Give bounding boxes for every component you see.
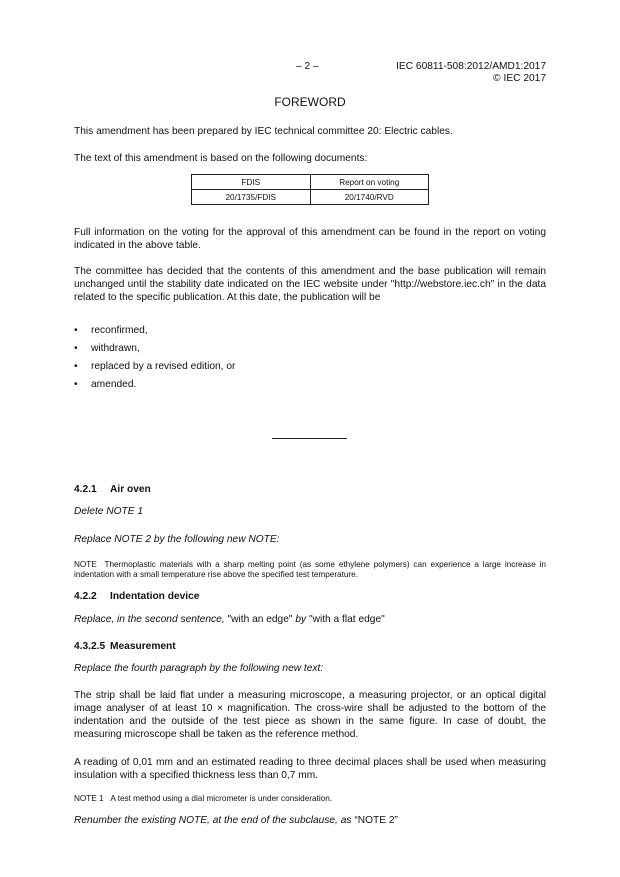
- note-text: A test method using a dial micrometer is under consideration.: [110, 794, 333, 803]
- old-text: "with an edge": [227, 614, 293, 625]
- section-title: Indentation device: [110, 591, 200, 602]
- section-heading-4-3-2-5: [74, 640, 546, 653]
- foreword-paragraph-4: The committee has decided that the contents of this amendment and the base publication will remain unchanged until the stability date indicated on the IEC website under "http://webstore.iec.ch" in the data related to the specific publication. At this date, the publication will be: [74, 266, 546, 303]
- voting-table: [191, 174, 429, 205]
- section-title: Measurement: [110, 641, 176, 652]
- list-item-text: replaced by a revised edition, or: [91, 361, 236, 372]
- section-number: 4.2.2: [74, 591, 97, 602]
- section-number: 4.2.1: [74, 484, 97, 495]
- list-item-text: reconfirmed,: [91, 325, 148, 336]
- document-id: IEC 60811-508:2012/AMD1:2017: [396, 61, 546, 72]
- instruction-text: Renumber the existing NOTE, at the end of the subclause, as: [74, 815, 352, 826]
- foreword-title: FOREWORD: [274, 95, 346, 109]
- note-1: [74, 794, 546, 804]
- foreword-paragraph-3: Full information on the voting for the approval of this amendment can be found in the report on voting indicated in the above table.: [74, 227, 546, 251]
- list-item: • withdrawn,: [74, 343, 140, 354]
- renumber-value: “NOTE 2”: [354, 815, 398, 826]
- table-header-cell: FDIS: [192, 175, 311, 190]
- foreword-paragraph-1: This amendment has been prepared by IEC technical committee 20: Electric cables.: [74, 126, 453, 137]
- page-number: – 2 –: [296, 61, 319, 72]
- new-text: "with a flat edge": [308, 614, 385, 625]
- instruction-text: by: [295, 614, 307, 625]
- note-label: NOTE 1: [74, 794, 104, 803]
- instruction-renumber: [74, 814, 546, 827]
- table-header-cell: Report on voting: [310, 175, 429, 190]
- copyright: © IEC 2017: [493, 73, 546, 84]
- measurement-paragraph-2: A reading of 0,01 mm and an estimated reading to three decimal places shall be used when measuring insulation with a specified thickness less than 0,7 mm.: [74, 757, 546, 781]
- table-header-row: [192, 175, 429, 190]
- section-number: 4.3.2.5: [74, 641, 106, 652]
- note-text: Thermoplastic materials with a sharp melting point (as some ethylene polymers) can experience a large increase in indentation with a small temperature rise above the specified test temperature.: [74, 560, 546, 579]
- list-item: • reconfirmed,: [74, 325, 148, 336]
- instruction-replace-note: Replace NOTE 2 by the following new NOTE:: [74, 534, 280, 545]
- list-item: • amended.: [74, 379, 137, 390]
- section-heading-4-2-2: [74, 590, 546, 603]
- list-item-text: amended.: [91, 379, 137, 390]
- table-cell: 20/1740/RVD: [310, 190, 429, 205]
- instruction-replace-edge: [74, 613, 546, 626]
- note-label: NOTE: [74, 560, 97, 569]
- measurement-paragraph-1: The strip shall be laid flat under a measuring microscope, a measuring projector, or an optical digital image analyser of at least 10 × magnification. The cross-wire shall be adjusted to the bottom of the indentation and the outside of the test piece as shown in the same figure. In case of doubt, the measuring microscope shall be taken as the reference method.: [74, 690, 546, 740]
- table-row: [192, 190, 429, 205]
- divider-line: [272, 438, 347, 439]
- table-cell: 20/1735/FDIS: [192, 190, 311, 205]
- section-title: Air oven: [110, 484, 151, 495]
- instruction-delete-note: Delete NOTE 1: [74, 506, 144, 517]
- list-item: • replaced by a revised edition, or: [74, 361, 236, 372]
- instruction-text: Replace, in the second sentence,: [74, 614, 225, 625]
- note-thermoplastic: [74, 560, 546, 580]
- list-item-text: withdrawn,: [91, 343, 140, 354]
- instruction-replace-paragraph: Replace the fourth paragraph by the following new text:: [74, 663, 324, 674]
- foreword-paragraph-2: The text of this amendment is based on the following documents:: [74, 153, 368, 164]
- section-heading-4-2-1: [74, 483, 546, 496]
